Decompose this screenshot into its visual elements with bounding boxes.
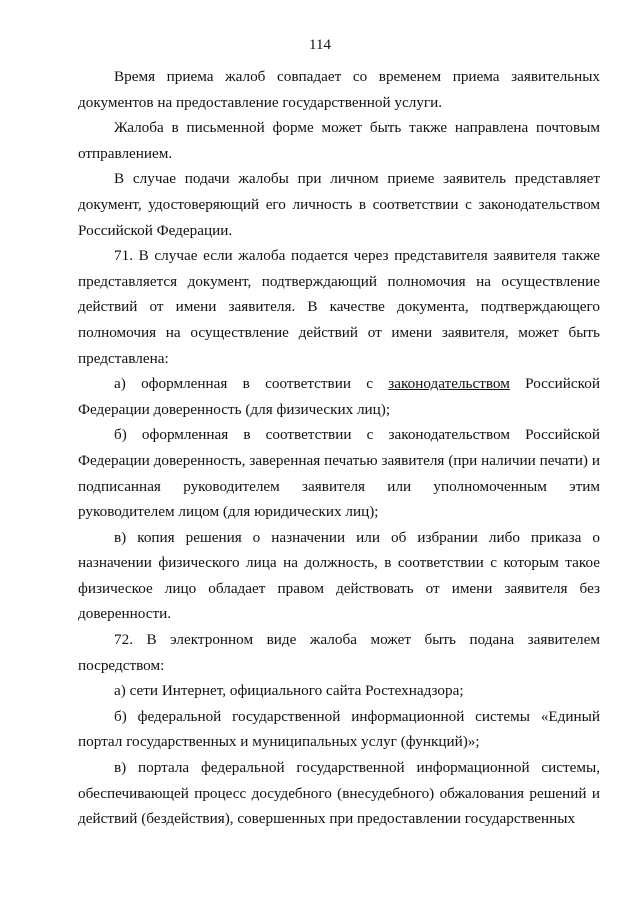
paragraph-71-v: в) копия решения о назначении или об избрании либо приказа о назначении физического лица на должность, в соответствии с которым такое физическое лицо обладает правом действовать от имени заявителя без доверенности. <box>78 528 600 623</box>
document-body <box>78 64 600 832</box>
paragraph-72-b: б) федеральной государственной информационной системы «Единый портал государственных и муниципальных услуг (функций)»; <box>78 707 600 751</box>
paragraph-72-v: в) портала федеральной государственной информационной системы, обеспечивающей процесс досудебного (внесудебного) обжалования решений и действий (бездействия), совершенных при предоставлении государственных <box>78 759 600 828</box>
paragraph-72-electronic: 72. В электронном виде жалоба может быть подана заявителем посредством: <box>78 631 600 674</box>
paragraph-71-b: б) оформленная в соответствии с законодательством Российской Федерации доверенность, заверенная печатью заявителя (при наличии печати) и подписанная руководителем заявителя или уполномоченным этим руководителем лицом (для юридических лиц); <box>78 426 600 521</box>
paragraph-71-representative: 71. В случае если жалоба подается через представителя заявителя также представляется документ, подтверждающий полномочия на осуществление действий от имени заявителя. В качестве документа, подтверждающего полномочия на осуществление действий от имени заявителя, может быть представлена: <box>78 247 600 367</box>
legislation-link[interactable]: законодательством <box>388 375 510 393</box>
paragraph-71-a <box>78 371 600 422</box>
paragraph-complaint-time: Время приема жалоб совпадает со временем приема заявительных документов на предоставление государственной услуги. <box>78 68 600 111</box>
paragraph-71-a-after: Российской Федерации доверенность (для физических лиц); <box>78 375 600 418</box>
paragraph-72-a: а) сети Интернет, официального сайта Ростехнадзора; <box>114 682 464 700</box>
paragraph-postal-complaint: Жалоба в письменной форме может быть также направлена почтовым отправлением. <box>78 119 600 162</box>
paragraph-71-a-before: а) оформленная в соответствии с <box>114 375 389 393</box>
page-number: 114 <box>309 37 331 53</box>
paragraph-identity-document: В случае подачи жалобы при личном приеме заявитель представляет документ, удостоверяющий его личность в соответствии с законодательством Российской Федерации. <box>78 170 600 239</box>
